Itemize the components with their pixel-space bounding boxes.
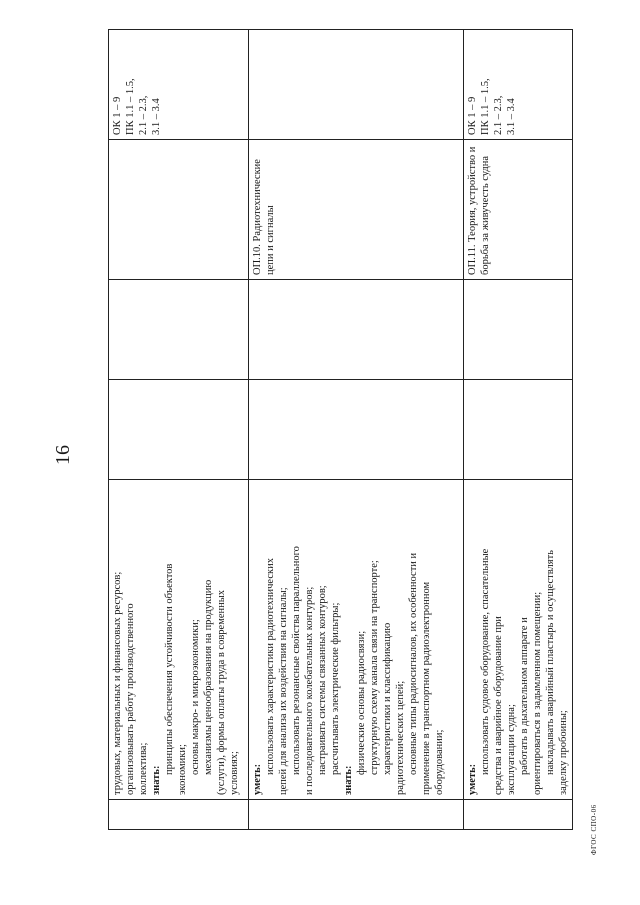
content-line: работать в дыхательном аппарате и bbox=[519, 617, 530, 775]
content-line: рассчитывать электрические фильтры; bbox=[330, 602, 341, 775]
content-line: ориентироваться в задымленном помещении; bbox=[532, 591, 543, 795]
competency-line: ПК 1.1 – 1.5, bbox=[125, 78, 136, 135]
content-line: использовать характеристики радиотехнических bbox=[265, 558, 276, 775]
competency-line: 3.1 – 3.4 bbox=[151, 98, 162, 135]
content-line: цепей для анализа их воздействия на сигналы; bbox=[278, 587, 289, 795]
competency-line: ПК 1.1 – 1.5, bbox=[480, 78, 491, 135]
content-line: организовывать работу производственного bbox=[125, 603, 136, 795]
content-line: оборудовании; bbox=[434, 729, 445, 795]
content-line: радиотехнических цепей; bbox=[395, 680, 406, 795]
content-line: экономики; bbox=[177, 744, 188, 795]
content-line: накладывать аварийный пластырь и осуществлять bbox=[545, 550, 556, 775]
page-number: 16 bbox=[52, 445, 74, 465]
content-line: физические основы радиосвязи; bbox=[356, 630, 367, 775]
section-heading: уметь: bbox=[252, 763, 263, 795]
hours-cell bbox=[109, 280, 249, 380]
content-line: коллектива; bbox=[138, 742, 149, 795]
content-line: использовать судовое оборудование, спасательные bbox=[480, 548, 491, 775]
competency-line: 2.1 – 2.3, bbox=[138, 95, 149, 135]
content-line: структурную схему канала связи на транспорте; bbox=[369, 560, 380, 775]
table-row bbox=[249, 30, 464, 830]
section-heading: уметь: bbox=[467, 763, 478, 795]
content-line: основы макро- и микроэкономики; bbox=[190, 619, 201, 775]
content-line: эксплуатации судна; bbox=[506, 704, 517, 795]
hours-cell bbox=[249, 380, 464, 480]
content-line: применение в транспортном радиоэлектронном bbox=[421, 581, 432, 795]
curriculum-table bbox=[108, 29, 573, 830]
competencies-cell bbox=[249, 30, 464, 140]
hours-cell bbox=[249, 280, 464, 380]
rotated-table-container bbox=[108, 30, 570, 830]
table-row bbox=[464, 30, 573, 830]
discipline-cell: ОП.10. Радиотехнические цепи и сигналы bbox=[249, 140, 464, 280]
content-line: использовать резонансные свойства параллельного bbox=[291, 546, 302, 775]
competency-line: ОК 1 – 9 bbox=[467, 96, 478, 135]
index-cell bbox=[249, 800, 464, 830]
section-heading: знать: bbox=[151, 765, 162, 795]
content-cell bbox=[109, 480, 249, 800]
content-line: и последовательного колебательных контуров; bbox=[304, 586, 315, 795]
competency-line: 3.1 – 3.4 bbox=[506, 98, 517, 135]
content-line: механизмы ценообразования на продукцию bbox=[203, 579, 214, 775]
competency-line: 2.1 – 2.3, bbox=[493, 95, 504, 135]
discipline-cell bbox=[109, 140, 249, 280]
content-line: принципы обеспечения устойчивости объектов bbox=[164, 563, 175, 775]
competencies-cell bbox=[464, 30, 573, 140]
content-line: заделку пробоины; bbox=[558, 710, 569, 795]
index-cell bbox=[109, 800, 249, 830]
content-cell bbox=[249, 480, 464, 800]
table-row bbox=[109, 30, 249, 830]
content-line: характеристики и классификацию bbox=[382, 622, 393, 775]
content-line: (услуги), формы оплаты труда в современных bbox=[216, 589, 227, 795]
competency-line: ОК 1 – 9 bbox=[112, 96, 123, 135]
section-heading: знать: bbox=[343, 765, 354, 795]
content-cell bbox=[464, 480, 573, 800]
content-line: условиях; bbox=[229, 751, 240, 795]
hours-cell bbox=[464, 380, 573, 480]
competencies-cell bbox=[109, 30, 249, 140]
index-cell bbox=[464, 800, 573, 830]
hours-cell bbox=[109, 380, 249, 480]
content-line: трудовых, материальных и финансовых ресурсов; bbox=[112, 571, 123, 795]
document-code: ФГОС СПО-06 bbox=[590, 804, 598, 855]
content-line: настраивать системы связанных контуров; bbox=[317, 585, 328, 775]
discipline-cell: ОП.11. Теория, устройство и борьба за живучесть судна bbox=[464, 140, 573, 280]
content-line: средства и аварийное оборудование при bbox=[493, 616, 504, 795]
hours-cell bbox=[464, 280, 573, 380]
content-line: основные типы радиосигналов, их особенности и bbox=[408, 552, 419, 775]
